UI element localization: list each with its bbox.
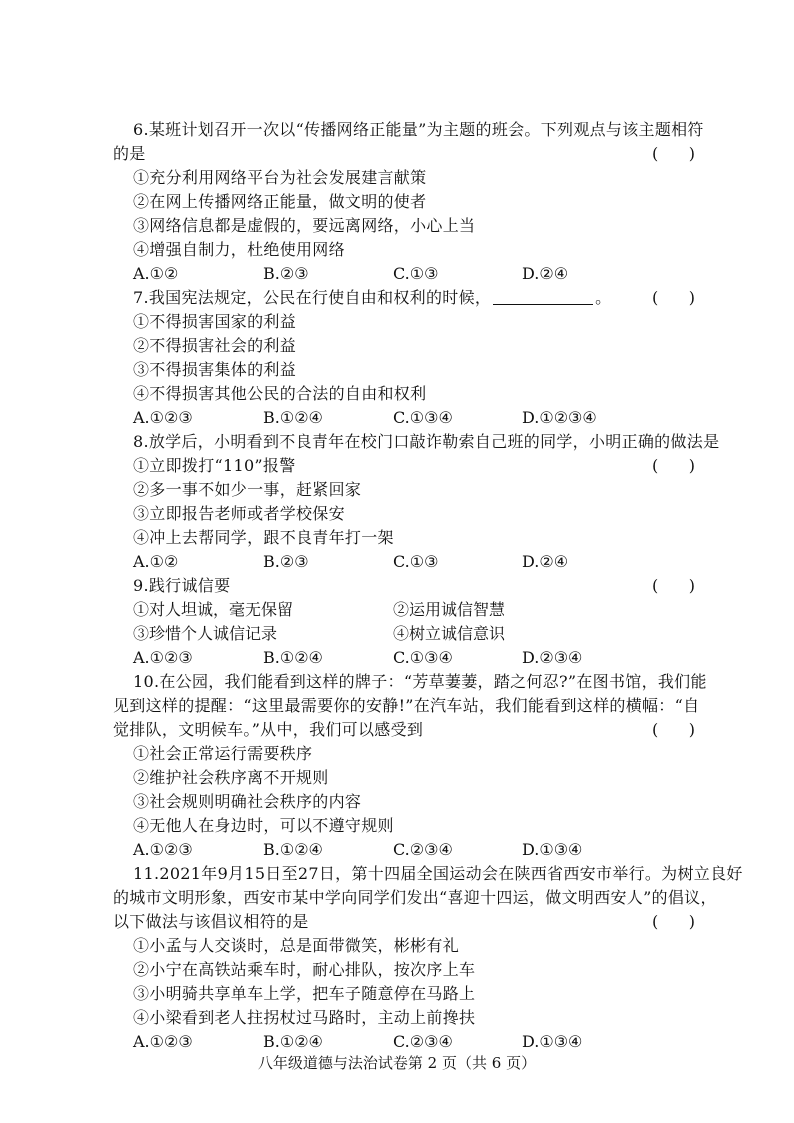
q7-answer-paren: ( ) xyxy=(652,288,695,307)
q9-item-4: ④树立诚信意识 xyxy=(393,624,506,643)
q9-choice-d: D.②③④ xyxy=(522,648,583,667)
q11-stem-line3: 以下做法与该倡议相符的是 xyxy=(113,912,309,931)
q11-choice-c: C.②③④ xyxy=(393,1032,453,1051)
q6-answer-paren: ( ) xyxy=(652,144,695,163)
q9-stem: 9.践行诚信要 xyxy=(133,576,231,595)
q11-choice-d: D.①③④ xyxy=(522,1032,583,1051)
q8-answer-paren: ( ) xyxy=(652,456,695,475)
q8-item-1: ①立即拨打“110”报警 xyxy=(133,456,296,475)
q10-item-3: ③社会规则明确社会秩序的内容 xyxy=(133,792,362,811)
q11-stem-line1: 11.2021年9月15日至27日，第十四届全国运动会在陕西省西安市举行。为树立良好 xyxy=(133,864,743,883)
q7-blank xyxy=(493,288,593,305)
q7-item-1: ①不得损害国家的利益 xyxy=(133,312,297,331)
q6-item-4: ④增强自制力，杜绝使用网络 xyxy=(133,240,345,259)
q7-choice-c: C.①③④ xyxy=(393,408,453,427)
q7-stem-before: 7.我国宪法规定，公民在行使自由和权利的时候， xyxy=(133,288,492,307)
q10-choice-c: C.②③④ xyxy=(393,840,453,859)
q7-item-3: ③不得损害集体的利益 xyxy=(133,360,297,379)
q11-item-1: ①小孟与人交谈时，总是面带微笑，彬彬有礼 xyxy=(133,936,460,955)
q7-stem-after: 。 xyxy=(595,288,612,307)
q8-choice-d: D.②④ xyxy=(522,552,569,571)
q8-choice-a: A.①② xyxy=(133,552,179,571)
page-footer: 八年级道德与法治试卷第 2 页（共 6 页） xyxy=(257,1054,537,1072)
q8-choice-b: B.②③ xyxy=(263,552,309,571)
q6-item-3: ③网络信息都是虚假的，要远离网络，小心上当 xyxy=(133,216,476,235)
q6-choice-d: D.②④ xyxy=(522,264,569,283)
q10-stem-line2: 见到这样的提醒：“这里最需要你的安静!”在汽车站，我们能看到这样的横幅：“自 xyxy=(113,696,700,715)
q10-choice-b: B.①②④ xyxy=(263,840,323,859)
q6-choice-b: B.②③ xyxy=(263,264,309,283)
q8-stem: 8.放学后，小明看到不良青年在校门口敲诈勒索自己班的同学，小明正确的做法是 xyxy=(133,432,720,451)
q10-stem-line1: 10.在公园，我们能看到这样的牌子：“芳草萋萋，踏之何忍?”在图书馆，我们能 xyxy=(133,672,707,691)
q8-item-3: ③立即报告老师或者学校保安 xyxy=(133,504,345,523)
q8-item-4: ④冲上去帮同学，跟不良青年打一架 xyxy=(133,528,394,547)
q6-stem-line2: 的是 xyxy=(113,144,146,163)
q7-choice-b: B.①②④ xyxy=(263,408,323,427)
q11-item-3: ③小明骑共享单车上学，把车子随意停在马路上 xyxy=(133,984,476,1003)
q9-item-3: ③珍惜个人诚信记录 xyxy=(133,624,278,643)
q9-choice-b: B.①②④ xyxy=(263,648,323,667)
q7-stem xyxy=(133,286,611,310)
q6-item-1: ①充分利用网络平台为社会发展建言献策 xyxy=(133,168,427,187)
q9-item-2: ②运用诚信智慧 xyxy=(393,600,506,619)
q9-choice-c: C.①③④ xyxy=(393,648,453,667)
q11-choice-a: A.①②③ xyxy=(133,1032,193,1051)
q8-item-2: ②多一事不如少一事，赶紧回家 xyxy=(133,480,362,499)
q10-choice-a: A.①②③ xyxy=(133,840,193,859)
q10-item-1: ①社会正常运行需要秩序 xyxy=(133,744,313,763)
q9-item-1: ①对人坦诚，毫无保留 xyxy=(133,600,294,619)
q10-choice-d: D.①③④ xyxy=(522,840,583,859)
q8-choice-c: C.①③ xyxy=(393,552,439,571)
q6-item-2: ②在网上传播网络正能量，做文明的使者 xyxy=(133,192,427,211)
q11-item-4: ④小梁看到老人拄拐杖过马路时，主动上前搀扶 xyxy=(133,1008,476,1027)
q10-item-4: ④无他人在身边时，可以不遵守规则 xyxy=(133,816,394,835)
q7-item-4: ④不得损害其他公民的合法的自由和权利 xyxy=(133,384,427,403)
q11-answer-paren: ( ) xyxy=(652,912,695,931)
q9-answer-paren: ( ) xyxy=(652,576,695,595)
q7-choice-a: A.①②③ xyxy=(133,408,193,427)
q6-stem-line1: 6.某班计划召开一次以“传播网络正能量”为主题的班会。下列观点与该主题相符 xyxy=(133,120,704,139)
q10-stem-line3: 觉排队，文明候车。”从中，我们可以感受到 xyxy=(113,720,424,739)
q11-choice-b: B.①②④ xyxy=(263,1032,323,1051)
q11-stem-line2: 的城市文明形象，西安市某中学向同学们发出“喜迎十四运，做文明西安人”的倡议， xyxy=(113,888,717,907)
q6-choice-a: A.①② xyxy=(133,264,179,283)
q7-choice-d: D.①②③④ xyxy=(522,408,597,427)
q6-choice-c: C.①③ xyxy=(393,264,439,283)
q9-choice-a: A.①②③ xyxy=(133,648,193,667)
q10-item-2: ②维护社会秩序离不开规则 xyxy=(133,768,329,787)
q10-answer-paren: ( ) xyxy=(652,720,695,739)
q11-item-2: ②小宁在高铁站乘车时，耐心排队，按次序上车 xyxy=(133,960,476,979)
q7-item-2: ②不得损害社会的利益 xyxy=(133,336,297,355)
